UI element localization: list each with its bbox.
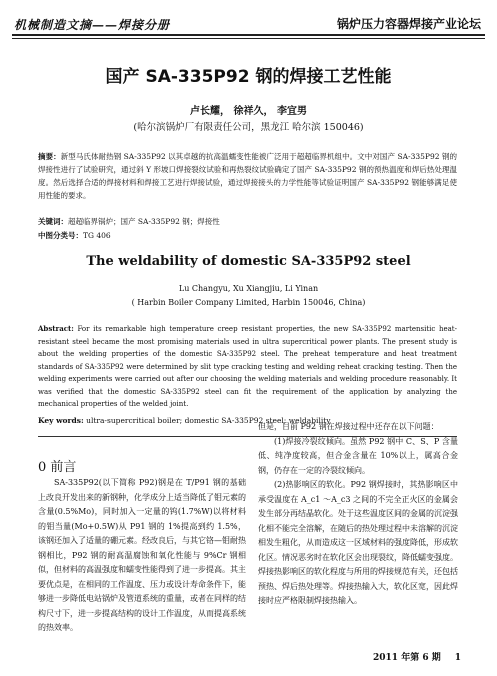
affiliation-cn: (哈尔滨锅炉厂有限责任公司，黑龙江 哈尔滨 150046) bbox=[133, 122, 364, 133]
problem-haz-softening: (2)热影响区的软化。P92 钢焊接时，其热影响区中承受温度在 A_c1 ～A_c3 之间的不完全正火区的金属会发生部分再结晶软化。处于这些温度区间的金属的沉淀强化相不能完全溶解，在随后的热处理过程中未溶解的沉淀相发生粗化，从而造成这一区域材料的强度降低，形成软化区。情况恶劣时在软化区会出现裂纹，降低蠕变强度。焊接热影响区的软化程度与所用的焊接规范有关，还包括预热、焊后热处理等。焊接热输入大，软化区宽，因此焊接时应严格限制焊接热输入。 bbox=[258, 480, 458, 605]
paper-title-en: The weldability of domestic SA-335P92 steel bbox=[86, 254, 411, 269]
keywords-cn-label: 关键词： bbox=[38, 217, 68, 226]
problem-cold-crack: (1)焊接冷裂纹倾向。虽然 P92 钢中 C、S、P 含量低、纯净度较高，但合金含量在 10%以上，属高合金钢，仍存在一定的冷裂纹倾向。 bbox=[258, 436, 458, 475]
keywords-en-label: Key words: bbox=[38, 416, 84, 425]
abstract-cn-label: 摘要： bbox=[38, 152, 61, 161]
page-footer bbox=[373, 650, 461, 663]
paper-title-cn: 国产 SA-335P92 钢的焊接工艺性能 bbox=[105, 67, 392, 87]
running-header-forum: 锅炉压力容器焊接产业论坛 bbox=[336, 17, 481, 31]
authors-en: Lu Changyu, Xu Xiangjiu, Li Yinan bbox=[178, 284, 319, 293]
keywords-en-text: ultra-supercritical boiler; domestic SA-335P92 steel; weldability bbox=[83, 416, 331, 425]
classification-cn bbox=[38, 229, 457, 242]
problems-intro: 但是，目前 P92 钢在焊接过程中还存在以下问题： bbox=[258, 422, 439, 431]
issue-label: 2011 年第 6 期 bbox=[373, 653, 441, 663]
section-heading-intro: 0 前言 bbox=[38, 460, 77, 475]
keywords-cn-text: 超超临界锅炉；国产 SA-335P92 钢；焊接性 bbox=[68, 217, 220, 226]
right-column bbox=[258, 420, 458, 609]
authors-cn: 卢长耀， 徐祥久， 李宜男 bbox=[190, 106, 307, 117]
keywords-cn bbox=[38, 215, 457, 228]
intro-paragraph: SA-335P92(以下简称 P92)钢是在 T/P91 钢的基础上改良开发出来的新钢种，化学成分上适当降低了钼元素的含量(0.5%Mo)，同时加入一定量的钨(1.7%W)以将材料的钼当量(Mo+0.5W)从 P91 钢的 1%提高到约 1.5%，该钢还加入了适量的硼元素。经改良后，与其它铬—钼耐热钢相比，P92 钢的耐高温腐蚀和氧化性能与 9%Cr 钢相似，但材料的高温强度和蠕变性能得到了进一步提高。其主要优点是，在相同的工作温度、压力或设计寿命条件下，能够进一步降低电站锅炉及管道系统的重量，或者在同样的结构尺寸下，进一步提高结构的设计工作温度，从而提高系统的热效率。 bbox=[38, 478, 246, 632]
header-rule-thin bbox=[12, 38, 485, 39]
page-number: 1 bbox=[454, 653, 461, 663]
classification-cn-label: 中图分类号： bbox=[38, 231, 83, 240]
abstract-en-label: Abstract: bbox=[38, 324, 74, 333]
running-header-journal: 机械制造文摘——焊接分册 bbox=[14, 18, 171, 32]
classification-cn-text: TG 406 bbox=[83, 231, 111, 240]
abstract-en bbox=[38, 323, 457, 411]
abstract-en-text: For its remarkable high temperature creep resistant properties, the new SA-335P92 martensitic heat-resistant steel became the most promising materials used in ultra supercritical power plants. The present study is about the welding properties of the domestic SA-335P92 steel. The preheat temperature and heat treatment standards of SA-335P92 were determined by slit type cracking testing and welding reheat cracking testing. Then the welding experiments were carried out after our choosing the welding materials and welding procedure reasonably. It was verified that the domestic SA-335P92 steel can fit the requirement of the application by analyzing the mechanical properties of the welded joint. bbox=[38, 325, 457, 408]
abstract-cn-text: 新型马氏体耐热钢 SA-335P92 以其卓越的抗高温蠕变性能被广泛用于超超临界机组中。文中对国产 SA-335P92 钢的焊接性进行了试验研究，通过斜 Y 形坡口焊接裂纹试验和再热裂纹试验确定了国产 SA-335P92 钢的预热温度和焊后热处理温度。然后选择合适的焊接材料和焊接工艺进行焊接试验，通过焊接接头的力学性能等试验证明国产 SA-335P92 钢能够满足使用性能的要求。 bbox=[38, 152, 457, 200]
abstract-cn bbox=[38, 150, 457, 202]
header-rule bbox=[12, 34, 485, 36]
affiliation-en: ( Harbin Boiler Company Limited, Harbin 150046, China) bbox=[131, 298, 366, 307]
